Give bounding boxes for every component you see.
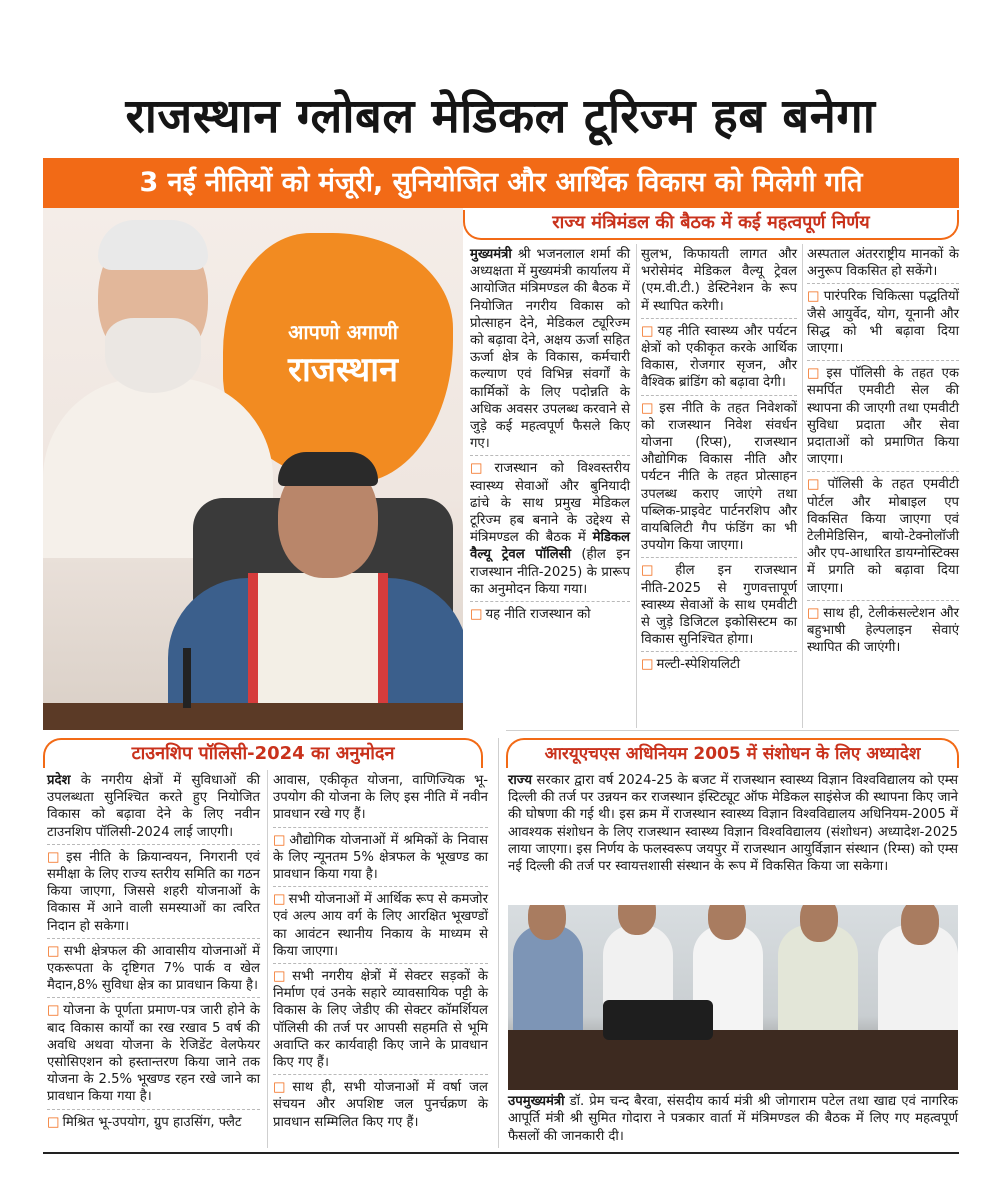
desk [43, 703, 463, 730]
cabinet-c2-p4 [641, 562, 797, 648]
cm-meeting-photo [43, 208, 463, 730]
township-c2-p2 [273, 832, 488, 884]
caption-lead: उपमुख्यमंत्री [508, 1094, 565, 1109]
cabinet-c3-p4-text: पॉलिसी के तहत एमवीटी पोर्टल और मोबाइल एप विकसित किया जाएगा एवं टेलीमेडिसिन, बायो-टेक्नोलॉजी और एप-आधारित डायग्नोस्टिक्स में प्रगति को बढ़ावा दिया जाएगा। [807, 477, 959, 596]
bullet-square-icon: □ [641, 400, 657, 416]
township-c1-p4 [47, 1002, 260, 1105]
cabinet-c3-p4 [807, 476, 959, 596]
bullet-square-icon: □ [47, 1114, 60, 1130]
cabinet-column-1 [470, 246, 630, 626]
microphone [183, 648, 191, 708]
headline: राजस्थान ग्लोबल मेडिकल टूरिज्म हब बनेगा [125, 89, 876, 144]
township-c1-lead: प्रदेश [47, 773, 71, 788]
cabinet-c3-p3-text: इस पॉलिसी के तहत एक समर्पित एमवीटी सेल की स्थापना की जाएगी तथा एमवीटी सुविधा प्रदाता और सेवा प्रदाताओं को प्रमाणित किया जाएगा। [807, 366, 959, 468]
ruhs-text: सरकार द्वारा वर्ष 2024-25 के बजट में राजस्थान स्वास्थ्य विज्ञान विश्वविद्यालय को एम्स दिल्ली की तर्ज पर उन्नयन कर राजस्थान इंस्टिट्यूट ऑफ मेडिकल साइंसेज की स्थापना किए जाने की घोषणा की गई थी। इस क्रम में राजस्थान स्वास्थ्य विज्ञान विश्वविद्यालय अधिनियम-2005 में आवश्यक संशोधन के लिए राजस्थान स्वास्थ्य विज्ञान विश्वविद्यालय (संशोधन) अध्यादेश-2025 लाया जाएगा। इस निर्णय के फलस्वरूप जयपुर में राजस्थान आयुर्विज्ञान संस्थान (रिम्स) को एम्स नई दिल्ली की तर्ज पर स्वायत्तशासी संस्थान के रूप में विकसित किया जा सकेगा। [508, 773, 958, 875]
photo-caption [508, 1093, 958, 1145]
divider [641, 395, 797, 396]
cabinet-c2-p5-text: मल्टी-स्पेशियलिटी [656, 657, 740, 673]
township-c2-p5-text: साथ ही, सभी योजनाओं में वर्षा जल संचयन और अपशिष्ट जल पुनर्चक्रण के प्रावधान सम्मिलित किए गए हैं। [273, 1080, 488, 1130]
township-c2-p4 [273, 968, 488, 1071]
township-c2-p3-text: सभी योजनाओं में आर्थिक रूप से कमजोर एवं अल्प आय वर्ग के लिए आरक्षित भूखण्डों का आवंटन स्थानीय निकाय के माध्यम से किया जाएगा। [273, 892, 488, 959]
township-column-2 [273, 772, 488, 1134]
cabinet-c1-p2-bold: मेडिकल वैल्यू ट्रेवल पॉलिसी [470, 530, 630, 563]
section-divider [506, 730, 959, 731]
map-slogan-big: राजस्थान [288, 350, 398, 390]
divider [470, 455, 630, 456]
person-5-head [901, 905, 939, 945]
press-table [508, 1030, 958, 1090]
divider [807, 283, 959, 284]
bullet-square-icon: □ [807, 477, 825, 493]
township-c1-p5 [47, 1114, 260, 1131]
township-c2-p4-text: सभी नगरीय क्षेत्रों में सेक्टर सड़कों के निर्माण एवं उनके सहारे व्यावसायिक पट्टी के विकास के लिए जेडीए की सेक्टर कॉमर्शियल पॉलिसी की तर्ज पर आपसी सहमति से भूमि अवाप्ति कर कार्यवाही किए जाने के प्रावधान किए गए हैं। [273, 969, 488, 1071]
cabinet-c3-p5 [807, 605, 959, 657]
cabinet-c2-p3-text: इस नीति के तहत निवेशकों को राजस्थान निवेश संवर्धन योजना (रिप्स), राजस्थान औद्योगिक विकास नीति और पर्यटन नीति के तहत प्रोत्साहन उपलब्ध कराए जाएंगे तथा पब्लिक-प्राइवेट पार्टनरशिप और वायबिलिटी गैप फंडिंग का भी उपयोग किया जाएगा। [641, 400, 797, 554]
cabinet-c3-p1: अस्पताल अंतरराष्ट्रीय मानकों के अनुरूप विकसित हो सकेंगे। [807, 247, 959, 280]
column-separator [802, 244, 803, 728]
township-c1-p3 [47, 943, 260, 995]
bullet-square-icon: □ [273, 969, 290, 985]
bullet-square-icon: □ [47, 943, 61, 959]
bullet-square-icon: □ [273, 832, 287, 848]
ruhs-lead: राज्य [508, 773, 533, 788]
speaker-hair [278, 452, 378, 486]
township-c1-p3-text: सभी क्षेत्रफल की आवासीय योजनाओं में एकरूपता के दृष्टिगत 7% पार्क व खेल मैदान,8% सुविधा क्षेत्र का प्रावधान किया है। [47, 943, 260, 994]
cabinet-c3-p5-text: साथ ही, टेलीकंसल्टेशन और बहुभाषी हेल्पलाइन सेवाएं स्थापित की जाएंगी। [807, 605, 959, 656]
column-separator [267, 770, 268, 1148]
cabinet-c1-p2 [470, 460, 630, 598]
divider [641, 651, 797, 652]
person-4-head [800, 905, 838, 942]
bullet-square-icon: □ [273, 892, 286, 908]
divider [273, 1074, 488, 1075]
township-column-1 [47, 772, 260, 1134]
bullet-square-icon: □ [641, 323, 655, 339]
cabinet-c1-p1-text: श्री भजनलाल शर्मा की अध्यक्षता में मुख्यमंत्री कार्यालय में आयोजित मंत्रिमण्डल की बैठक में नियोजित नगरीय विकास को प्रोत्साहन देने, मेडिकल ट्यूरिज्म को बढ़ावा देने, अक्षय ऊर्जा सहित ऊर्जा क्षेत्र के विकास, कर्मचारी कल्याण एवं विभिन्न संवर्गों के कार्मिकों के लिए पदोन्नति के अधिक अवसर उपलब्ध करवाने से जुड़े कई महत्वपूर्ण फैसले किए गए। [470, 247, 630, 452]
township-c1-p1 [47, 772, 260, 841]
cabinet-column-3 [807, 246, 959, 659]
column-separator [636, 244, 637, 728]
township-c2-p5 [273, 1079, 488, 1131]
bullet-square-icon: □ [807, 366, 824, 382]
divider [807, 471, 959, 472]
township-section-title: टाउनशिप पॉलिसी-2024 का अनुमोदन [43, 738, 483, 768]
cabinet-c3-p3 [807, 365, 959, 468]
divider [47, 1109, 260, 1110]
cabinet-c3-p2-text: पारंपरिक चिकित्सा पद्धतियों जैसे आयुर्वेद, योग, यूनानी और सिद्ध को भी बढ़ावा दिया जाएगा। [807, 289, 959, 357]
subheadline-bar: 3 नई नीतियों को मंजूरी, सुनियोजित और आर्थिक विकास को मिलेगी गति [43, 158, 959, 208]
caption-text: डॉ. प्रेम चन्द बैरवा, संसदीय कार्य मंत्री श्री जोगाराम पटेल तथा खाद्य एवं नागरिक आपूर्ति मंत्री श्री सुमित गोदारा ने पत्रकार वार्ता में मंत्रिमण्डल की बैठक में लिए गए महत्वपूर्ण फैसलों की जानकारी दी। [508, 1094, 958, 1144]
cabinet-c2-p2 [641, 323, 797, 392]
bullet-square-icon: □ [47, 849, 64, 865]
cabinet-c2-p3 [641, 400, 797, 555]
cabinet-c1-p1 [470, 246, 630, 452]
township-c1-p2 [47, 849, 260, 935]
ruhs-section-title: आरयूएचएस अधिनियम 2005 में संशोधन के लिए अध्यादेश [506, 738, 959, 768]
bullet-square-icon: □ [641, 657, 654, 673]
divider [641, 318, 797, 319]
township-c2-p2-text: औद्योगिक योजनाओं में श्रमिकों के निवास के लिए न्यूनतम 5% क्षेत्रफल के भूखण्ड का प्रावधान किया गया है। [273, 832, 488, 883]
bullet-square-icon: □ [807, 605, 821, 621]
person-1 [513, 925, 583, 1035]
bullet-square-icon: □ [47, 1003, 61, 1019]
cabinet-column-2 [641, 246, 797, 677]
cabinet-c1-lead: मुख्यमंत्री [470, 247, 512, 262]
divider [47, 938, 260, 939]
divider [47, 997, 260, 998]
cabinet-c3-p2 [807, 288, 959, 357]
cabinet-c1-p3 [470, 606, 630, 623]
divider [273, 827, 488, 828]
township-c2-p3 [273, 891, 488, 960]
divider [273, 886, 488, 887]
column-separator [498, 738, 499, 1148]
township-c1-p2-text: इस नीति के क्रियान्वयन, निगरानी एवं समीक्षा के लिए राज्य स्तरीय समिति का गठन किया जाएगा, जिससे शहरी योजनाओं के विकास में आने वाली समस्याओं का त्वरित निदान हो सकेगा। [47, 849, 261, 934]
ruhs-paragraph [508, 772, 958, 875]
cabinet-c1-p2-tail: (हील इन राजस्थान नीति-2025) के प्रारूप का अनुमोदन किया गया। [470, 547, 631, 597]
divider [47, 844, 260, 845]
cabinet-c2-p1: सुलभ, किफायती लागत और भरोसेमंद मेडिकल वैल्यू ट्रेवल (एम.वी.टी.) डेस्टिनेशन के रूप में स्थापित करेगी। [641, 247, 797, 314]
township-c1-p4-text: योजना के पूर्णता प्रमाण-पत्र जारी होने के बाद विकास कार्यों का रख रखाव 5 वर्ष की अवधि अथवा योजना के रेजिडेंट वेलफेयर एसोसिएशन को हस्तान्तरण किया जाने तक योजना के 2.5% भूखण्ड रहन रखे जाने का प्रावधान किया गया है। [47, 1003, 260, 1105]
map-slogan-small: आपणो अगाणी [288, 320, 398, 344]
divider [807, 600, 959, 601]
divider [641, 557, 797, 558]
cabinet-c1-p3-text: यह नीति राजस्थान को [485, 607, 591, 623]
cabinet-c2-p2-text: यह नीति स्वास्थ्य और पर्यटन क्षेत्रों को एकीकृत करके आर्थिक विकास, रोजगार सृजन, और वैश्विक ब्रांडिंग को बढ़ावा देगी। [641, 323, 797, 391]
cabinet-c2-p4-text: हील इन राजस्थान नीति-2025 से गुणवत्तापूर्ण स्वास्थ्य सेवाओं के साथ एमवीटी से जुड़े डिजिटल इकोसिस्टम का विकास सुनिश्चित होगा। [641, 563, 797, 648]
poster-figure-beard [105, 318, 201, 393]
cabinet-c1-p2-text: राजस्थान को विश्वस्तरीय स्वास्थ्य सेवाओं और बुनियादी ढांचे के साथ प्रमुख मेडिकल टूरिज्म हब बनाने के उद्देश्य से मंत्रिमण्डल की बैठक में [470, 461, 630, 546]
cabinet-section-title: राज्य मंत्रिमंडल की बैठक में कई महत्वपूर्ण निर्णय [463, 210, 959, 240]
press-conference-photo [508, 905, 958, 1090]
map-slogan [243, 318, 443, 391]
page-bottom-rule [43, 1152, 959, 1154]
microphone-bundle [603, 1000, 713, 1040]
bullet-square-icon: □ [273, 1080, 290, 1096]
cabinet-c2-p5 [641, 656, 797, 673]
bullet-square-icon: □ [641, 563, 673, 579]
divider [273, 963, 488, 964]
township-c2-p1: आवास, एकीकृत योजना, वाणिज्यिक भू-उपयोग की योजना के लिए इस नीति में नवीन प्रावधान रखे गए हैं। [273, 773, 488, 823]
bullet-square-icon: □ [470, 607, 483, 623]
divider [470, 601, 630, 602]
township-c1-p5-text: मिश्रित भू-उपयोग, ग्रुप हाउसिंग, फ्लैट [62, 1114, 242, 1130]
ruhs-article [508, 772, 958, 878]
poster-figure-hair [98, 220, 208, 270]
divider [807, 360, 959, 361]
bullet-square-icon: □ [807, 289, 821, 305]
bullet-square-icon: □ [470, 461, 492, 477]
township-c1-p1-text: के नगरीय क्षेत्रों में सुविधाओं की उपलब्धता सुनिश्चित करते हुए नियोजित विकास को बढ़ावा देने के लिए नवीन टाउनशिप पॉलिसी-2024 लाई जाएगी। [47, 773, 260, 840]
